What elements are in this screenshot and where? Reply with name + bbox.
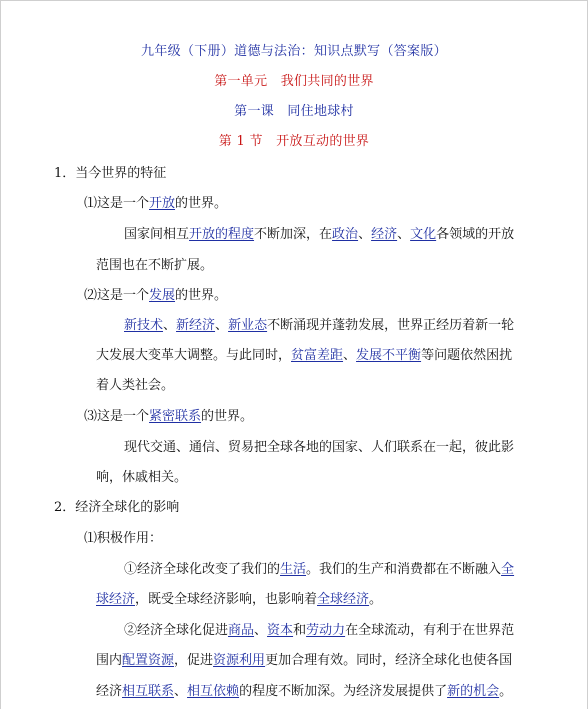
answer-blank: 贫富差距: [291, 348, 344, 363]
question-1-heading: 1．当今世界的特征: [54, 166, 167, 181]
q2-item-1-line-1: ①经济全球化改变了我们的生活。我们的生产和消费都在不断融入全: [124, 562, 515, 577]
q1-point-1: ⑴这是一个开放的世界。: [84, 196, 228, 211]
answer-blank: 经济: [371, 227, 398, 242]
unit-title: 第一单元 我们共同的世界: [214, 74, 374, 89]
answer-blank: 新的机会: [447, 684, 500, 699]
lesson-title: 第一课 同住地球村: [234, 104, 354, 119]
answer-blank: 全: [501, 562, 515, 577]
answer-blank: 劳动力: [306, 623, 346, 638]
page-border-top: [0, 0, 588, 1]
answer-blank: 全球经济: [317, 592, 370, 607]
q1-point-2-detail-line-1: 新技术、新经济、新业态不断涌现并蓬勃发展，世界正经历着新一轮: [124, 318, 515, 333]
q1-point-2-detail-line-3: 着人类社会。: [96, 378, 175, 393]
q2-point-1: ⑴积极作用：: [84, 531, 163, 546]
answer-blank: 新经济: [176, 318, 216, 333]
document-title: 九年级（下册）道德与法治：知识点默写（答案版）: [141, 44, 447, 59]
q2-item-2-line-3: 经济相互联系、相互依赖的程度不断加深。为经济发展提供了新的机会。: [96, 684, 513, 699]
q2-item-2-line-2: 围内配置资源，促进资源利用更加合理有效。同时，经济全球化也使各国: [96, 653, 513, 668]
answer-blank: 资源利用: [213, 653, 266, 668]
answer-blank: 发展不平衡: [356, 348, 422, 363]
answer-blank: 新技术: [124, 318, 164, 333]
q1-point-2: ⑵这是一个发展的世界。: [84, 288, 228, 303]
answer-blank: 新业态: [228, 318, 268, 333]
answer-blank: 紧密联系: [149, 409, 202, 424]
q1-point-3-detail-line-2: 响，休戚相关。: [96, 470, 188, 485]
answer-blank: 商品: [228, 623, 255, 638]
answer-blank: 发展: [149, 288, 176, 303]
answer-blank: 资本: [267, 623, 294, 638]
q1-point-3: ⑶这是一个紧密联系的世界。: [84, 409, 254, 424]
q1-point-1-detail-line-2: 范围也在不断扩展。: [96, 258, 214, 273]
q2-item-2-line-1: ②经济全球化促进商品、资本和劳动力在全球流动，有利于在世界范: [124, 623, 515, 638]
answer-blank: 相互依赖: [187, 684, 240, 699]
answer-blank: 球经济: [96, 592, 136, 607]
answer-blank: 开放的程度: [189, 227, 255, 242]
q1-point-3-detail-line-1: 现代交通、通信、贸易把全球各地的国家、人们联系在一起，彼此影: [124, 440, 515, 455]
answer-blank: 开放: [149, 196, 176, 211]
answer-blank: 文化: [410, 227, 437, 242]
answer-blank: 配置资源: [122, 653, 175, 668]
answer-blank: 生活: [280, 562, 307, 577]
answer-blank: 相互联系: [122, 684, 175, 699]
question-2-heading: 2．经济全球化的影响: [54, 500, 180, 515]
q2-item-1-line-2: 球经济，既受全球经济影响，也影响着全球经济。: [96, 592, 383, 607]
q1-point-1-detail-line-1: 国家间相互开放的程度不断加深，在政治、经济、文化各领域的开放: [124, 227, 515, 242]
answer-blank: 政治: [332, 227, 359, 242]
section-title: 第 1 节 开放互动的世界: [218, 134, 370, 149]
q1-point-2-detail-line-2: 大发展大变革大调整。与此同时，贫富差距、发展不平衡等问题依然困扰: [96, 348, 513, 363]
